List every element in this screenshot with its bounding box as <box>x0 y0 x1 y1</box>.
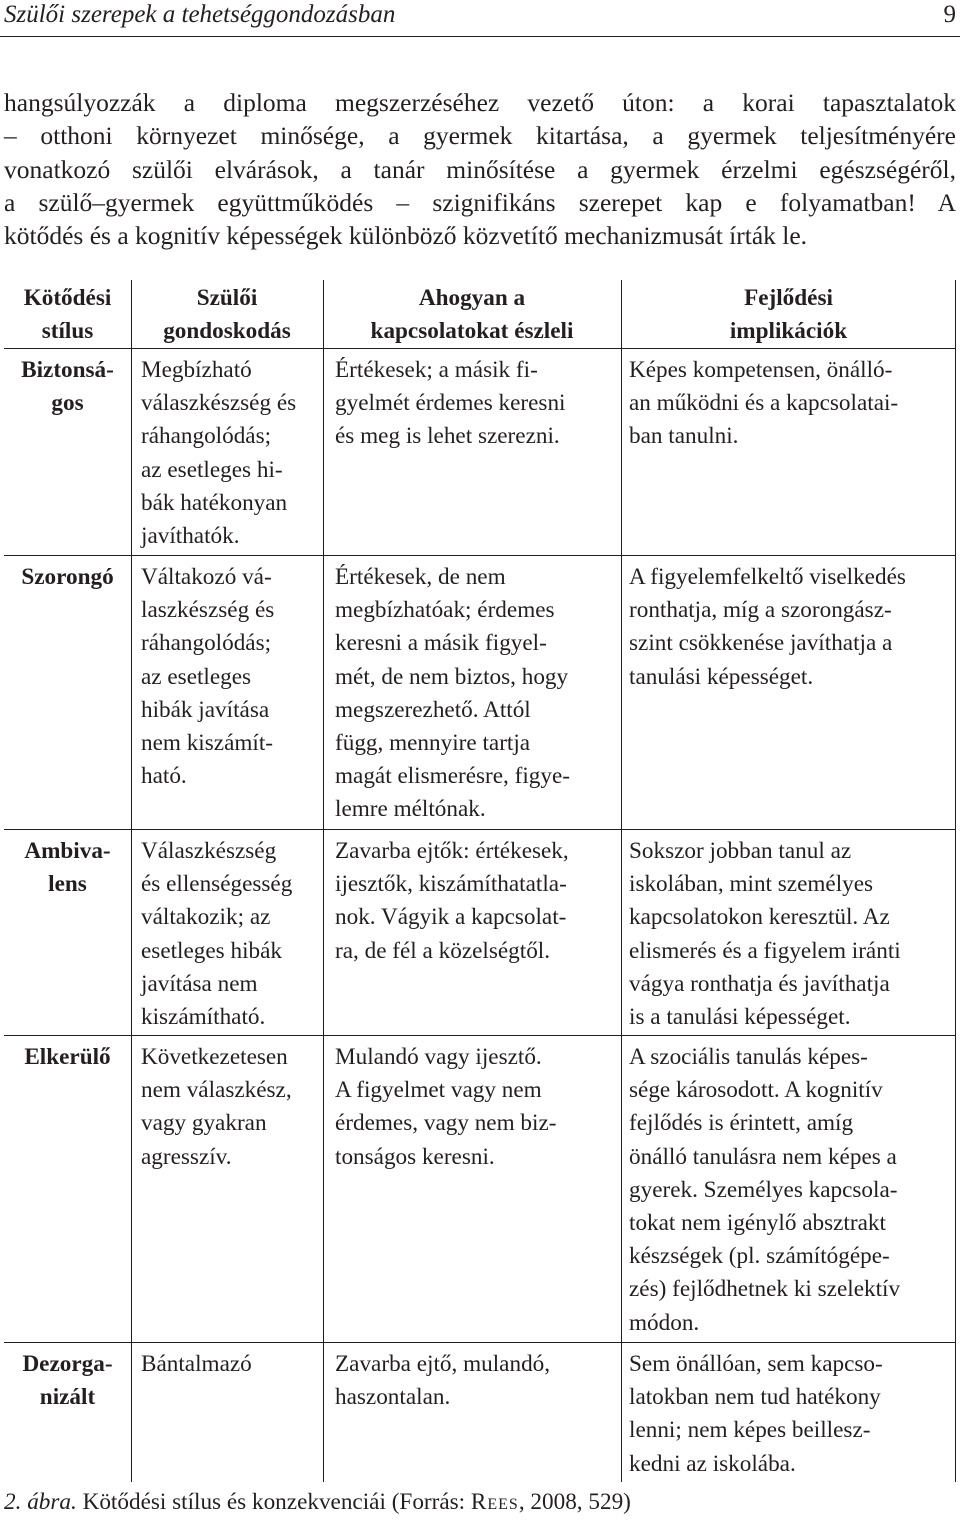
row-perception-cell: Mulandó vagy ijesztő. A figyelmet vagy nem érdemes, vagy nem biz- tonságos keresni. <box>335 1044 557 1170</box>
row-implications-cell: Képes kompetensen, önálló- an működni és a kapcsolatai- ban tanulni. <box>629 357 899 450</box>
column-divider <box>323 280 324 1482</box>
row-style-label: Dezorga- nizált <box>22 1351 113 1411</box>
page-header <box>0 0 960 37</box>
row-implications-cell: A szociális tanulás képes- sége károsodott. A kognitív fejlődés is érintett, amíg önálló tanulásra nem képes a gyerek. Személyes kapcsola- tokat nem igénylő absztrakt készségek (pl. számítógépe- zés) fejlődhetnek ki szelektív módon. <box>629 1044 901 1336</box>
row-implications-cell: Sokszor jobban tanul az iskolában, mint személyes kapcsolatokon keresztül. Az elismerés és a figyelem iránti vágya ronthatja és javíthatja is a tanulási képességet. <box>629 838 901 1031</box>
row-care-cell: Bántalmazó <box>141 1351 252 1377</box>
header-parental-care: Szülői gondoskodás <box>163 285 291 345</box>
row-care-cell: Váltakozó vá- laszkészség és ráhangolódás; az esetleges hibák javítása nem kiszámít- ható. <box>141 564 275 790</box>
intro-line: a szülő–gyermek együttműködés – szignifikáns szerepet kap e folyamatban! A <box>4 187 956 217</box>
attachment-table <box>4 280 956 1482</box>
header-perception: Ahogyan a kapcsolatokat észleli <box>370 285 574 345</box>
figure-caption <box>4 1488 631 1516</box>
row-style-label: Ambiva- lens <box>24 838 111 898</box>
header-attachment-style: Kötődési stílus <box>23 285 112 345</box>
caption-text-end: , 2008, 529) <box>518 1489 631 1515</box>
intro-line: – otthoni környezet minősége, a gyermek kitartása, a gyermek teljesítményére <box>4 121 956 151</box>
figure-label: 2. ábra. <box>4 1489 77 1515</box>
header-implications: Fejlődési implikációk <box>729 285 848 345</box>
row-perception-cell: Értékesek; a másik fi- gyelmét érdemes keresni és meg is lehet szerezni. <box>335 357 566 450</box>
page-number: 9 <box>943 1 956 28</box>
intro-line: vonatkozó szülői elvárások, a tanár minősítése a gyermek érzelmi egészségéről, <box>4 154 956 184</box>
row-divider <box>4 555 955 556</box>
row-care-cell: Következetesen nem válaszkész, vagy gyakran agresszív. <box>141 1044 292 1170</box>
column-divider <box>621 280 622 1482</box>
intro-line: kötődés és a kognitív képességek különböző közvetítő mechanizmusát írták le. <box>4 221 808 251</box>
row-perception-cell: Zavarba ejtő, mulandó, haszontalan. <box>335 1351 551 1411</box>
row-style-label: Elkerülő <box>24 1044 111 1070</box>
caption-author: Rees <box>470 1489 519 1515</box>
running-title: Szülői szerepek a tehetséggondozásban <box>4 1 396 28</box>
row-perception-cell: Zavarba ejtők: értékesek, ijesztők, kiszámíthatatla- nok. Vágyik a kapcsolat- ra, de fél a közelségtől. <box>335 838 569 964</box>
row-perception-cell: Értékesek, de nem megbízhatóak; érdemes keresni a másik figyel- mét, de nem biztos, hogy megszerezhető. Attól függ, mennyire tartja magát elismerésre, figye- lemre méltónak. <box>335 564 570 823</box>
row-style-label: Biztonsá- gos <box>21 357 114 417</box>
intro-line: hangsúlyozzák a diploma megszerzéséhez vezető úton: a korai tapasztalatok <box>4 88 956 117</box>
row-care-cell: Válaszkészség és ellenségesség váltakozik; az esetleges hibák javítása nem kiszámítható. <box>141 838 293 1031</box>
caption-text: Kötődési stílus és konzekvenciái (Forrás: <box>76 1489 471 1515</box>
row-divider <box>4 1035 955 1036</box>
row-divider <box>4 829 955 830</box>
intro-paragraph <box>4 86 956 252</box>
row-implications-cell: A figyelemfelkeltő viselkedés ronthatja, míg a szorongász- szint csökkenése javíthatja a tanulási képességet. <box>629 564 906 690</box>
row-divider <box>4 1342 955 1343</box>
column-divider <box>131 280 132 1482</box>
row-style-label: Szorongó <box>21 564 114 590</box>
row-care-cell: Megbízható válaszkészség és ráhangolódás; az esetleges hi- bák hatékonyan javíthatók. <box>141 357 297 550</box>
row-divider <box>4 348 955 349</box>
row-implications-cell: Sem önállóan, sem kapcso- latokban nem tud hatékony lenni; nem képes beillesz- kedni az iskolába. <box>629 1351 883 1477</box>
